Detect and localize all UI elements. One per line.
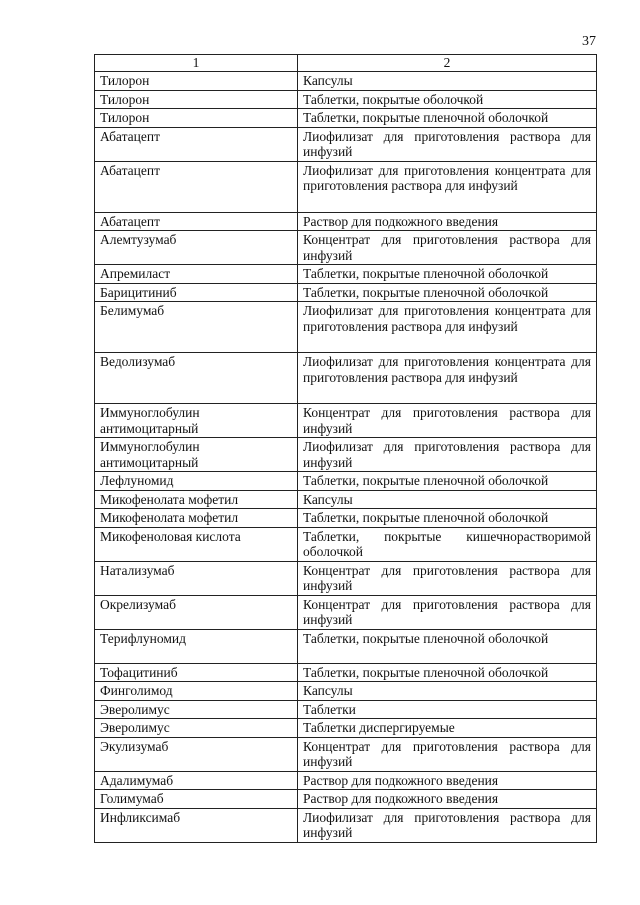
table-row [95, 737, 597, 771]
drug-name-cell: Голимумаб [95, 790, 298, 809]
table-row [95, 700, 597, 719]
dosage-form-cell: Концентрат для приготовления раствора для инфузий [298, 231, 597, 265]
drug-name-cell: Финголимод [95, 682, 298, 701]
dosage-form-cell: Таблетки, покрытые пленочной оболочкой [298, 663, 597, 682]
dosage-form-cell: Концентрат для приготовления раствора для инфузий [298, 561, 597, 595]
dosage-form-cell: Таблетки, покрытые пленочной оболочкой [298, 509, 597, 528]
drug-name-cell: Микофенолата мофетил [95, 509, 298, 528]
table-row [95, 527, 597, 561]
table-row [95, 561, 597, 595]
drug-name-cell: Алемтузумаб [95, 231, 298, 265]
table-row [95, 231, 597, 265]
dosage-form-cell: Лиофилизат для приготовления концентрата для приготовления раствора для инфузий [298, 161, 597, 212]
table-row [95, 109, 597, 128]
table-row [95, 353, 597, 404]
dosage-form-cell: Концентрат для приготовления раствора для инфузий [298, 595, 597, 629]
table-row [95, 283, 597, 302]
drug-name-cell: Барицитиниб [95, 283, 298, 302]
table-row [95, 509, 597, 528]
table-row [95, 629, 597, 663]
table-row [95, 72, 597, 91]
table-row [95, 790, 597, 809]
table-row [95, 808, 597, 842]
table-row [95, 212, 597, 231]
dosage-form-cell: Лиофилизат для приготовления концентрата для приготовления раствора для инфузий [298, 353, 597, 404]
dosage-form-cell: Таблетки, покрытые кишечнорастворимой оболочкой [298, 527, 597, 561]
table-row [95, 490, 597, 509]
dosage-form-cell: Таблетки, покрытые оболочкой [298, 90, 597, 109]
drug-name-cell: Апремиласт [95, 265, 298, 284]
table-row [95, 265, 597, 284]
drug-name-cell: Белимумаб [95, 302, 298, 353]
dosage-form-cell: Таблетки диспергируемые [298, 719, 597, 738]
drug-name-cell: Ведолизумаб [95, 353, 298, 404]
drug-table [94, 54, 597, 843]
table-row [95, 438, 597, 472]
dosage-form-cell: Лиофилизат для приготовления концентрата для приготовления раствора для инфузий [298, 302, 597, 353]
dosage-form-cell: Таблетки, покрытые пленочной оболочкой [298, 265, 597, 284]
drug-name-cell: Тилорон [95, 109, 298, 128]
dosage-form-cell: Раствор для подкожного введения [298, 212, 597, 231]
header-row [95, 55, 597, 72]
dosage-form-cell: Капсулы [298, 490, 597, 509]
drug-name-cell: Терифлуномид [95, 629, 298, 663]
column-header-1: 1 [95, 55, 298, 72]
table-row [95, 771, 597, 790]
drug-name-cell: Микофенолата мофетил [95, 490, 298, 509]
table-row [95, 595, 597, 629]
drug-name-cell: Экулизумаб [95, 737, 298, 771]
table-row [95, 161, 597, 212]
table-row [95, 719, 597, 738]
drug-name-cell: Иммуноглобулин антимоцитарный [95, 404, 298, 438]
dosage-form-cell: Лиофилизат для приготовления раствора для инфузий [298, 127, 597, 161]
drug-name-cell: Эверолимус [95, 719, 298, 738]
table-row [95, 127, 597, 161]
column-header-2: 2 [298, 55, 597, 72]
dosage-form-cell: Концентрат для приготовления раствора для инфузий [298, 404, 597, 438]
table-row [95, 472, 597, 491]
drug-name-cell: Микофеноловая кислота [95, 527, 298, 561]
dosage-form-cell: Капсулы [298, 72, 597, 91]
drug-name-cell: Абатацепт [95, 161, 298, 212]
dosage-form-cell: Капсулы [298, 682, 597, 701]
dosage-form-cell: Таблетки, покрытые пленочной оболочкой [298, 472, 597, 491]
table-row [95, 663, 597, 682]
drug-name-cell: Натализумаб [95, 561, 298, 595]
drug-name-cell: Адалимумаб [95, 771, 298, 790]
drug-name-cell: Тилорон [95, 90, 298, 109]
drug-name-cell: Абатацепт [95, 127, 298, 161]
drug-name-cell: Абатацепт [95, 212, 298, 231]
table-row [95, 90, 597, 109]
drug-name-cell: Тилорон [95, 72, 298, 91]
drug-name-cell: Тофацитиниб [95, 663, 298, 682]
dosage-form-cell: Таблетки [298, 700, 597, 719]
drug-name-cell: Инфликсимаб [95, 808, 298, 842]
table-row [95, 302, 597, 353]
drug-name-cell: Эверолимус [95, 700, 298, 719]
table-body [95, 72, 597, 843]
dosage-form-cell: Лиофилизат для приготовления раствора для инфузий [298, 808, 597, 842]
dosage-form-cell: Раствор для подкожного введения [298, 771, 597, 790]
dosage-form-cell: Таблетки, покрытые пленочной оболочкой [298, 109, 597, 128]
drug-name-cell: Иммуноглобулин антимоцитарный [95, 438, 298, 472]
drug-name-cell: Окрелизумаб [95, 595, 298, 629]
table-row [95, 404, 597, 438]
table-row [95, 682, 597, 701]
dosage-form-cell: Таблетки, покрытые пленочной оболочкой [298, 629, 597, 663]
dosage-form-cell: Раствор для подкожного введения [298, 790, 597, 809]
page-number: 37 [582, 34, 596, 49]
dosage-form-cell: Таблетки, покрытые пленочной оболочкой [298, 283, 597, 302]
dosage-form-cell: Лиофилизат для приготовления раствора для инфузий [298, 438, 597, 472]
drug-name-cell: Лефлуномид [95, 472, 298, 491]
dosage-form-cell: Концентрат для приготовления раствора для инфузий [298, 737, 597, 771]
